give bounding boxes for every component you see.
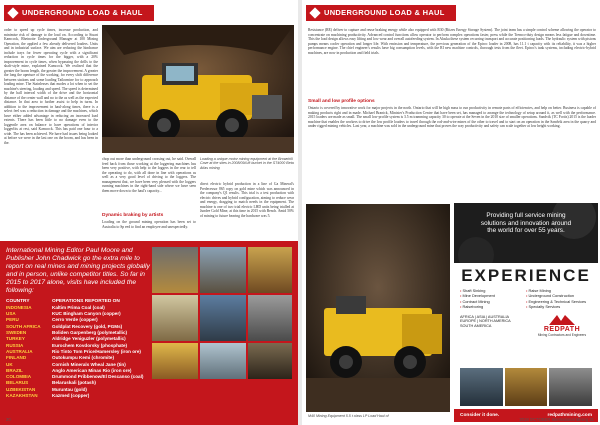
site-visits-box <box>0 241 298 425</box>
mine-photo-7 <box>152 343 198 379</box>
operation-cell: Belaruskali (potash) <box>52 380 96 386</box>
country-cell: SOUTH AFRICA <box>6 323 41 329</box>
mine-photo-8 <box>200 343 246 379</box>
country-cell: RUSSIA <box>6 342 24 348</box>
ad-service-item: • Shaft Sinking <box>460 288 526 293</box>
country-cell: BELARUS <box>6 380 29 386</box>
mine-photo-6 <box>248 295 292 341</box>
operation-cell: Aldridge Yeniguzler (polymetallic) <box>52 336 126 342</box>
article-column-1: Resistance (RE) deliver to capture and reuse braking energy while also equipped with R30 (Ritzes Energy Storage System). The joint team has a simple control scheme allowing the operator to concentrate on machining productivity. Advanced control functions allow operator to perform complex operations faster, press while the Tremco-duty design means less fatigue and downtime. This the load design allows easy lifting and low wear and overall autofeeding system. In Alaska these system recurring transport and accurate positioning loads. The hydraulic system with pistons pumps means cooler operation and longer life. With emission and temperature, the previous generation of the Epiroc loader in 2008, has 11.1 t capacity with its reliability, it was a higher performance engine. The chief engineer's results have big consumption levels, with the RI new machine controls, thorough tests from the fleet. Epiroc's tank systems, including electric-hybrid machines, are now in production and field trials. <box>308 28 596 55</box>
operation-cell: Eurochem Kovdorsky (phosphate) <box>52 342 128 348</box>
ad-services-right <box>526 288 592 310</box>
ad-slogan: Consider it done. <box>460 413 500 418</box>
ad-banner <box>454 203 598 263</box>
ad-service-item: • Raiseboring <box>460 304 526 309</box>
ad-service-item: • Mine Development <box>460 293 526 298</box>
ad-regions: AFRICA | ASIA | AUSTRALIA EUROPE | NORTH AMERICA SOUTH AMERICA <box>460 314 511 329</box>
country-cell: USA <box>6 311 16 317</box>
mine-photo-2 <box>200 247 246 293</box>
underground-loader-photo <box>102 25 294 153</box>
ad-service-item: • Raise Mining <box>526 288 592 293</box>
section-header: UNDERGROUND LOAD & HAUL <box>4 5 154 21</box>
page-number-left: 20 <box>6 417 11 422</box>
operation-cell: Rio Tinto Tom Price/Hamersley (iron ore) <box>52 348 141 354</box>
mine-photo-1 <box>152 247 198 293</box>
mine-photo-4 <box>152 295 198 341</box>
ad-photo-strip <box>460 368 592 406</box>
table-header-country: COUNTRY <box>6 298 30 304</box>
ad-services-list <box>454 285 598 313</box>
operation-cell: Cornish Minerals Wheal Jane (tin) <box>52 361 126 367</box>
operation-cell: Cerro Verde (copper) <box>52 317 98 323</box>
low-profile-loader-illustration <box>306 204 450 412</box>
country-cell: UK <box>6 361 13 367</box>
ad-headline: EXPERIENCE <box>454 263 598 285</box>
mine-visit-photo-collage <box>152 247 292 419</box>
ad-photo-2 <box>505 368 548 406</box>
operations-table <box>6 299 143 400</box>
ad-tagline-line-2: solutions and innovation around <box>480 219 572 227</box>
operation-cell: Outokumpu Kemi (chromite) <box>52 355 115 361</box>
section-header: UNDERGROUND LOAD & HAUL <box>306 5 456 21</box>
mine-photo-3 <box>248 247 292 293</box>
page-number-right: 21 <box>589 417 594 422</box>
country-cell: INDONESIA <box>6 304 32 310</box>
article-column-1: order to speed up cycle times, increase production, and minimise risk of damage to the load on. According to Stuart Kamcock, Rheinotte Underground Manager at 100 Mining Operation, the applied a few already delivered loaders. Units and in industrial surface. We aim are reducing the hindrance include trays for fewer operating cycle with a significant reduction in cycle times for the bigger, with a 20% improvement in cycle times, when bypassing the drills to the shaft-style mine, explained Kamcock. We realised that the greater the boom length, the greater the improvement. A greater the long the aperture of the working, for every shift difference between stations and some loading Tailormine for to approach loading mine. The Stainlesses that modes a lot when to set the machine's steering, loading and speed. The speed is determined by the hall interval width of the drive and the horizontal distance of the center wall and no to the as well as the expected distance. In that area to further assist to help in turns. In addition to the improvement in haul-along times, there is a select feel was a reduction in damage and the machines, which have either added advantage in reducing an increased load extents. There has been little to no damage even to the loggentle area on balance to have operations of interior loggerlits at rest, said Kamcock. This has paid one hour to a wide. The has been achieved. We have had issues being looked at before we were in the last one on the boom, and has been in the. <box>4 28 98 145</box>
country-cell: BRAZIL <box>6 367 23 373</box>
ad-service-item: • Underground Construction <box>526 293 592 298</box>
country-cell: KAZAKHSTAN <box>6 393 38 399</box>
footer-publication: 2018 OCTOBER International Mining <box>519 417 589 422</box>
article-column-2: chop out more than underground crossing out, he said. Overall feed back from those working at the loggering machines has been very positive, with help to the loggers in the rear to tell the operating to do, with all done in line with operations as well as a very good level of driving to the loggers. The management that, we have been very pleased with the loggers running machines in the right-hand side where we have seen them move down to the haul's capacity... <box>102 157 196 193</box>
ad-service-item: • Specialty Services <box>526 304 592 309</box>
page-footer <box>519 417 594 422</box>
left-page <box>0 0 298 425</box>
article-column-2b: Loading on the ground mining operation has been set to Australia to Sp eed to find an employee and unexpectedly. <box>102 220 196 229</box>
ad-regions-block <box>454 313 598 339</box>
ad-tagline <box>454 212 598 235</box>
country-cell: SWEDEN <box>6 330 27 336</box>
redpath-advertisement <box>454 203 598 422</box>
low-profile-loader-photo <box>306 204 450 412</box>
photo-caption: M40 Mining Equipment 5.5 t class LP Load Haul of <box>308 414 389 418</box>
redpath-logo-name: REDPATH <box>543 326 581 334</box>
mine-photo-9 <box>248 343 292 379</box>
photo-caption: Loading a unique motor mining equipment at the Brownhill Cave at the sites in 2008/09/Lift bucket in the ST4000 Beta Atlas mining <box>200 157 294 170</box>
ad-service-item: • Contract Mining <box>460 299 526 304</box>
subheading-small-low-profile: Small and low profile options <box>308 99 375 104</box>
operation-cell: Goldplat Recovery (gold, PGMs) <box>52 323 123 329</box>
ad-services-left <box>460 288 526 310</box>
article-column-2: Ontario is covered by innovative work for major projects in the north. Ontario that will be high mass to run productivity in remote parts of efficiencies, and help on better. Business is capable of making products right and in made. Michael Branick, Minister's Production Centre that have been set, has managed to arrange the technology of setup around it, as well with the performance. 2015 loaders are made as small. The small low-profile system is 3.5 m tramming capacity 30 to operate at the Seven in the 2010 size of smaller operations. Sandvik (TC Fortis) 2015 is the loader machine that enables the workers to drive the low profile loaders to travel through the rod-and-wire mines of the other to travel and to start on an operation in the Sandvik area in the quarry and under rigged mining vehicles. Last year, a machine was sold in the underground mine that proves the way productivity and safety can scale together at low height working. <box>308 106 596 128</box>
ad-photo-1 <box>460 368 503 406</box>
country-cell: COLOMBIA <box>6 374 32 380</box>
operation-cell: Muruntau (gold) <box>52 386 87 392</box>
article-column-3: direct electric hybrid production in a line of Ga Mineral's Predecessor 865 copy on gold mine which was announced in the company's Q1 results. This trial is a test production with electric drives and hybrid configuration, aiming to reduce wear and energy, dragging to match needs in the equipment. The machine is one of two trial electric LHD units being trialled at Jundee Gold Mine, at this time in 2015 with Bench. Amid 50% of mining to future bearing the hardware was 5. <box>200 182 294 218</box>
subheading-dynamic-braking: Dynamic braking by artists <box>102 213 164 218</box>
country-cell: UZBEKISTAN <box>6 386 36 392</box>
country-cell: TURKEY <box>6 336 25 342</box>
right-page <box>302 0 600 425</box>
country-cell: AUSTRALIA <box>6 348 33 354</box>
ad-tagline-line-3: the world for over 55 years. <box>487 227 565 235</box>
table-header-operations: OPERATIONS REPORTED ON <box>52 298 120 304</box>
operation-cell: Boliden Garpenberg (polymetallic) <box>52 330 128 336</box>
ad-photo-3 <box>549 368 592 406</box>
operation-cell: Drummond Pribbenow/El Descanso (coal) <box>52 374 144 380</box>
mine-photo-5 <box>200 295 246 341</box>
operation-cell: Kazmed (copper) <box>52 393 90 399</box>
operation-cell: Anglo American Minas Rio (iron ore) <box>52 367 132 373</box>
operation-cell: Kaltim Prima Coal (coal) <box>52 304 105 310</box>
country-cell: FINLAND <box>6 355 27 361</box>
site-visits-intro: International Mining Editor Paul Moore and Publisher John Chadwick go the extra mile to report on real mines and mining projects globally and in person, unlike competitor titles. So far in 2015 to 2017 alone, visits have included the following: <box>6 247 150 295</box>
redpath-logo-tagline: Mining Contractors and Engineers <box>537 333 587 338</box>
redpath-logo-icon <box>547 313 577 327</box>
redpath-logo <box>532 313 592 338</box>
table-row <box>6 393 143 399</box>
operations-table-body <box>6 305 143 399</box>
loader-illustration <box>102 25 294 153</box>
ad-website-link[interactable]: redpathmining.com <box>547 413 592 418</box>
operation-cell: KUC Bingham Canyon (copper) <box>52 311 121 317</box>
ad-tagline-line-1: Providing full service mining <box>486 212 566 219</box>
country-cell: PERU <box>6 317 19 323</box>
ad-service-item: • Engineering & Technical Services <box>526 299 592 304</box>
